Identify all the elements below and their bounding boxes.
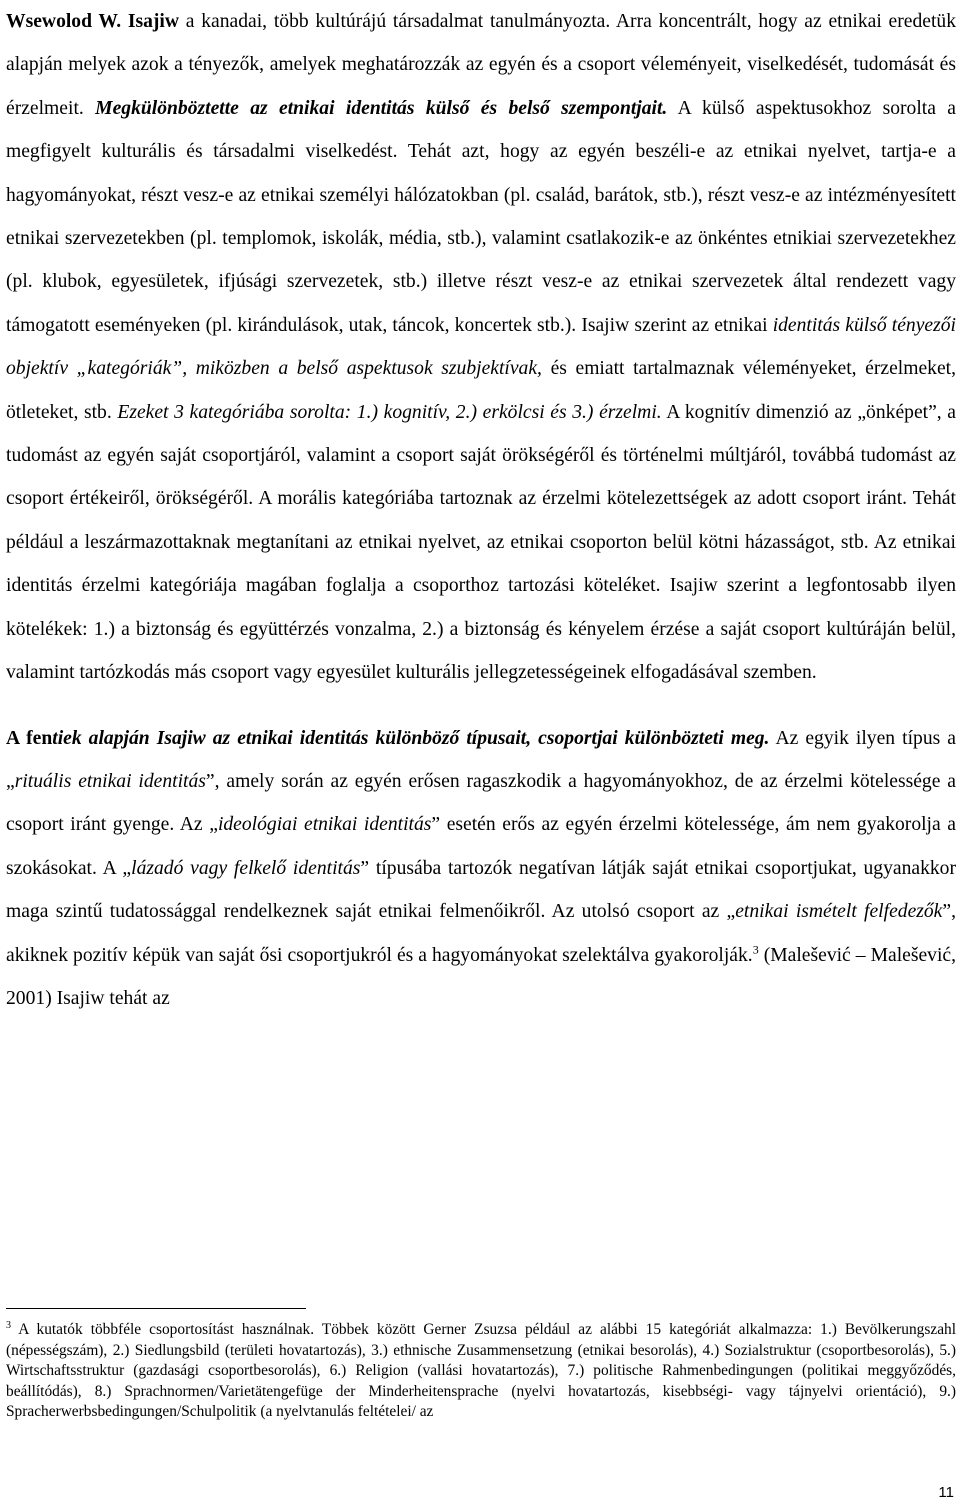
text-run: a kanadai, több kultúrájú társadalmat tanulmányozta. Arra koncentrált, hogy az etnikai eredetük alapján melyek azok a tényezők, amelyek meghatározzák az egyén és a csoport véleményeit, viselkedését, tudomását és érzelmeit. [6,11,956,119]
footnote-reference[interactable]: 3 [752,942,759,956]
footnote-marker: 3 [6,1319,11,1331]
paragraph-identity-types [6,717,956,1021]
text-run: ”, amely során az egyén erősen ragaszkodik a hagyományokhoz, de az érzelmi kötelessége a csoport iránt gyenge. Az „ [6,770,956,836]
text-run: A külső aspektusokhoz sorolta a megfigyelt kulturális és társadalmi viselkedést. Tehát azt, hogy az egyén beszéli-e az etnikai nyelvet, tartja-e a hagyományokat, részt vesz-e az etnikai személyi hálózatokban (pl. család, barátok, stb.), részt vesz-e az intézményesített etnikai szervezetekben (pl. templomok, iskolák, média, stb.), valamint csatlakozik-e az önkéntes etnikiai szervezetekhez (pl. klubok, egyesületek, ifjúsági szervezetek, stb.) illetve részt vesz-e az etnikai szervezetek által rendezett vagy támogatott eseményeken (pl. kirándulások, utak, táncok, koncertek stb.). Isajiw szerint az etnikai [6,97,956,336]
italic-run: Ezeket 3 kategóriába sorolta: 1.) kognitív, 2.) erkölcsi és 3.) érzelmi. [117,401,662,423]
footnote-separator [6,1308,306,1309]
emphasis-run: tiek alapján Isajiw az etnikai identitás különböző típusait, csoportjai különbözteti meg. [52,727,770,749]
emphasis-run: A fen [6,727,53,749]
text-run: ”, akiknek pozitív képük van saját ősi csoportjukról és a hagyományokat szelektálva gyakorolják. [6,901,956,966]
text-run: és emiatt tartalmaznak véleményeket, érzelmeket, ötleteket, stb. [6,358,956,423]
paragraph-isajiw-dimensions [6,0,956,695]
term-rebel-identity: lázadó vagy felkelő identitás [131,857,361,879]
footnote-body: A kutatók többféle csoportosítást használnak. Többek között Gerner Zsuzsa például az alábbi 15 kategóriát alkalmazza: 1.) Bevölkerungszahl (népességszám), 2.) Siedlungsbild (területi hovatartozás), 3.) ethnische Zusammensetzung (etnikai besorolás), 4.) Sozialstruktur (csoportbesorolás), 5.) Wirtschaftsstruktur (gazdasági csoportbesorolás), 6.) Religion (vallási hovatartozás), 7.) politische Rahmenbedingungen (politikai meggyőződés, beállítódás), 8.) Sprachnormen/Varietätengefüge der Minderheitensprache (nyelvi hovatartozás, kisebbségi- vagy tájnyelvi orientáció), 9.) Spracherwerbsbedingungen/Schulpolitik (a nyelvtanulás feltételei/ az [6,1321,956,1421]
text-run: ” esetén erős az egyén érzelmi kötelessége, ám nem gyakorolja a szokásokat. A „ [6,814,956,879]
emphasis-run: Megkülönböztette az etnikai identitás külső és belső szempontjait. [95,97,668,119]
term-rediscoverers: etnikai ismételt felfedezők [735,901,943,923]
footnote-text [6,1320,956,1423]
author-name: Wsewolod W. Isajiw [6,11,180,32]
text-run: Az egyik ilyen típus a „ [6,727,956,792]
text-run: (Malešević – Malešević, 2001) Isajiw tehát az [6,944,956,1009]
italic-run: identitás külső tényezői objektív „kategóriák”, miközben a belső aspektusok szubjektívak, [6,314,956,380]
text-run: A kognitív dimenzió az „önképet”, a tudomást az egyén saját csoportjáról, valamint a csoport saját örökségéről és történelmi múltjáról, továbbá tudomást az csoport értékeiről, örökségéről. A morális kategóriába tartoznak az érzelmi kötelezettségek az adott csoport iránt. Tehát például a leszármazottaknak megtanítani az etnikai nyelvet, az etnikai csoporton belül kötni házasságot, stb. Az etnikai identitás érzelmi kategóriája magában foglalja a csoporthoz tartozási köteléket. Isajiw szerint a legfontosabb ilyen kötelékek: 1.) a biztonság és együttérzés vonzalma, 2.) a biztonság és kényelem érzése a saját csoport kultúráján belül, valamint tartózkodás más csoport vagy egyesület kulturális jellegzetességeinek elfogadásával szemben. [6,401,956,684]
footnote [6,1320,956,1423]
term-ritual-identity: rituális etnikai identitás [14,770,206,792]
paragraph-spacer [6,695,956,717]
body-text [6,0,956,1020]
term-ideological-identity: ideológiai etnikai identitás [217,814,432,836]
text-run: ” típusába tartozók negatívan látják saját etnikai csoportjukat, ugyanakkor maga szintű tudatossággal rendelkeznek saját etnikai felmenőikről. Az utolsó csoport az „ [6,857,957,923]
page-number: 11 [938,1484,954,1501]
